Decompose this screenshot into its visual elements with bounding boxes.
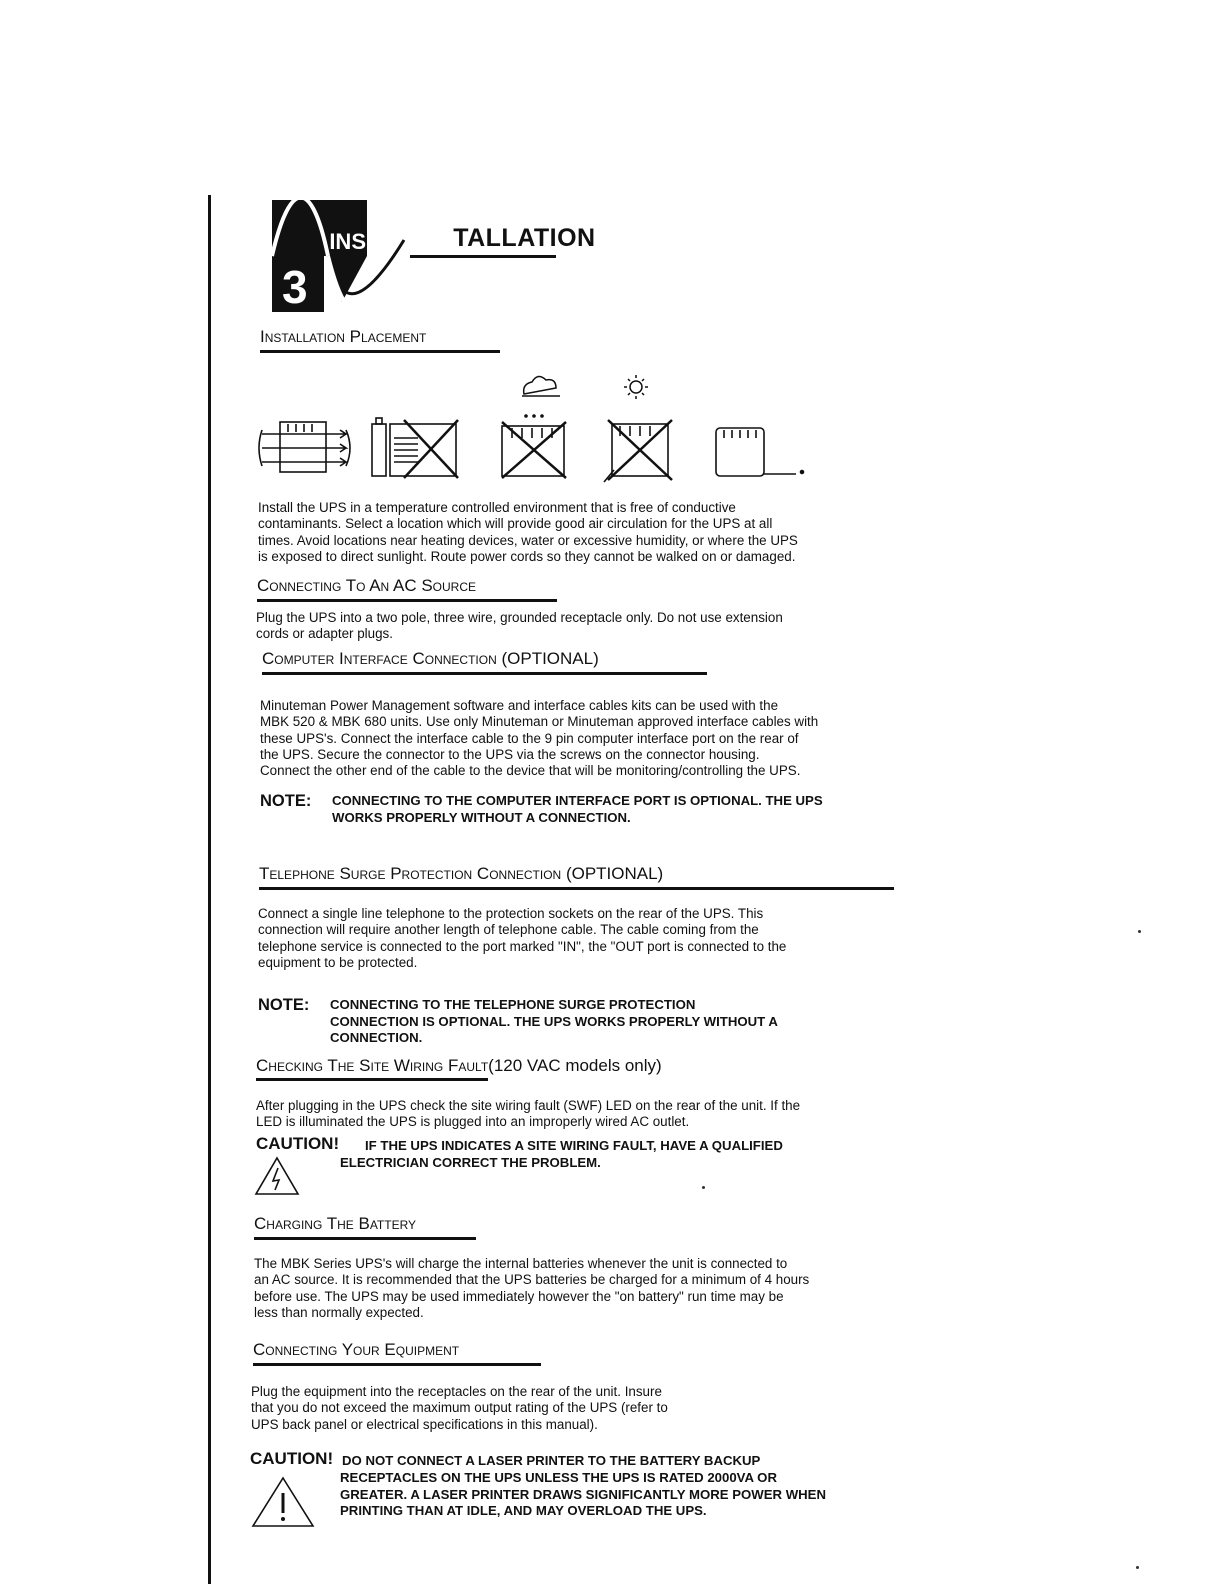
heading-suffix: (OPTIONAL) [501,649,599,668]
note-label: NOTE: [258,996,310,1014]
electrical-hazard-icon [254,1156,300,1196]
section-heading-connecting-equipment: Connecting Your Equipment [253,1341,541,1366]
warning-icon [250,1475,316,1529]
chapter-title-inset: INS [329,229,366,254]
chapter-logo [272,200,408,312]
section-body-connecting-equipment: Plug the equipment into the receptacles on the rear of the unit. Insure that you do not exceed the maximum output rating of the UPS (refer to UPS back panel or electrical specifications in this manual). [251,1384,668,1432]
grounded-outlet-icon [716,428,804,476]
note-telephone-surge [258,996,778,1047]
section-heading-computer-interface [262,650,707,675]
scan-speck [1136,1566,1139,1569]
note-computer-interface [260,792,823,826]
sun-icon [624,375,648,399]
no-sunlight-icon [604,420,672,482]
section-body-ac-source: Plug the UPS into a two pole, three wire, grounded receptacle only. Do not use extension cords or adapter plugs. [256,610,783,642]
section-heading-ac-source: Connecting To An AC Source [257,577,557,602]
heading-text: Telephone Surge Protection Connection [259,864,562,883]
ventilation-icon [259,422,350,472]
section-body-charging-battery: The MBK Series UPS's will charge the internal batteries whenever the unit is connected to an AC source. It is recommended that the UPS batteries be charged for a minimum of 4 hours before use. The UPS may be used immediately however the "on battery" run time may be less than normally expected. [254,1256,810,1320]
caution-label: CAUTION! [250,1449,334,1468]
section-heading-telephone-surge [259,865,894,890]
heading-suffix: (120 VAC models only) [488,1056,662,1075]
section-body-installation-placement: Install the UPS in a temperature controlled environment that is free of conductive contaminants. Select a location which will provide good air circulation for the UPS at all times. Avoid locations near heating devices, water or excessive humidity, or where the UPS is exposed to direct sunlight. Route power cords so they cannot be walked on or damaged. [258,500,798,564]
section-heading-installation-placement: Installation Placement [260,328,500,353]
caution-text-site-wiring: IF THE UPS INDICATES A SITE WIRING FAULT, HAVE A QUALIFIED ELECTRICIAN CORRECT THE PROBLEM. [340,1138,783,1170]
scan-speck [1138,930,1141,933]
heading-text: Computer Interface Connection [262,649,497,668]
section-heading-site-wiring-fault [256,1057,662,1079]
note-label: NOTE: [260,792,312,810]
section-body-telephone-surge: Connect a single line telephone to the protection sockets on the rear of the UPS. This connection will require another length of telephone cable. The cable coming from the telephone service is connected to the port marked "IN", the "OUT port is connected to the equipment to be protected. [258,906,787,970]
humidity-cloud-icon [522,376,560,396]
margin-rule [208,195,211,1584]
placement-icons [258,372,838,484]
note-text: CONNECTING TO THE COMPUTER INTERFACE PORT IS OPTIONAL. THE UPS WORKS PROPERLY WITHOUT A CONNECTION. [332,793,823,825]
chapter-number: 3 [282,261,308,312]
chapter-title: TALLATION [410,224,556,258]
heading-suffix: (OPTIONAL) [565,864,664,883]
section-body-site-wiring-fault: After plugging in the UPS check the site wiring fault (SWF) LED on the rear of the unit. If the LED is illuminated the UPS is plugged into an improperly wired AC outlet. [256,1098,801,1130]
no-water-icon [372,418,458,478]
no-heat-icon [502,415,566,478]
caution-text-laser-printer: DO NOT CONNECT A LASER PRINTER TO THE BATTERY BACKUP RECEPTACLES ON THE UPS UNLESS THE UPS IS RATED 2000VA OR GREATER. A LASER PRINTER DRAWS SIGNIFICANTLY MORE POWER WHEN PRINTING THAN AT IDLE, AND MAY OVERLOAD THE UPS. [340,1453,827,1519]
note-text: CONNECTING TO THE TELEPHONE SURGE PROTECTION CONNECTION IS OPTIONAL. THE UPS WORKS PROPERLY WITHOUT A CONNECTION. [330,997,778,1045]
section-body-computer-interface: Minuteman Power Management software and interface cables kits can be used with the MBK 520 & MBK 680 units. Use only Minuteman or Minuteman approved interface cables with these UPS's. Connect the interface cable to the 9 pin computer interface port on the rear of the UPS. Secure the connector to the UPS via the screws on the connector housing. Connect the other end of the cable to the device that will be monitoring/controlling the UPS. [260,698,819,779]
caution-label: CAUTION! [256,1134,340,1153]
heading-text: Checking The Site Wiring Fault [256,1056,488,1081]
scan-speck [702,1186,705,1189]
section-heading-charging-battery: Charging The Battery [254,1215,476,1240]
